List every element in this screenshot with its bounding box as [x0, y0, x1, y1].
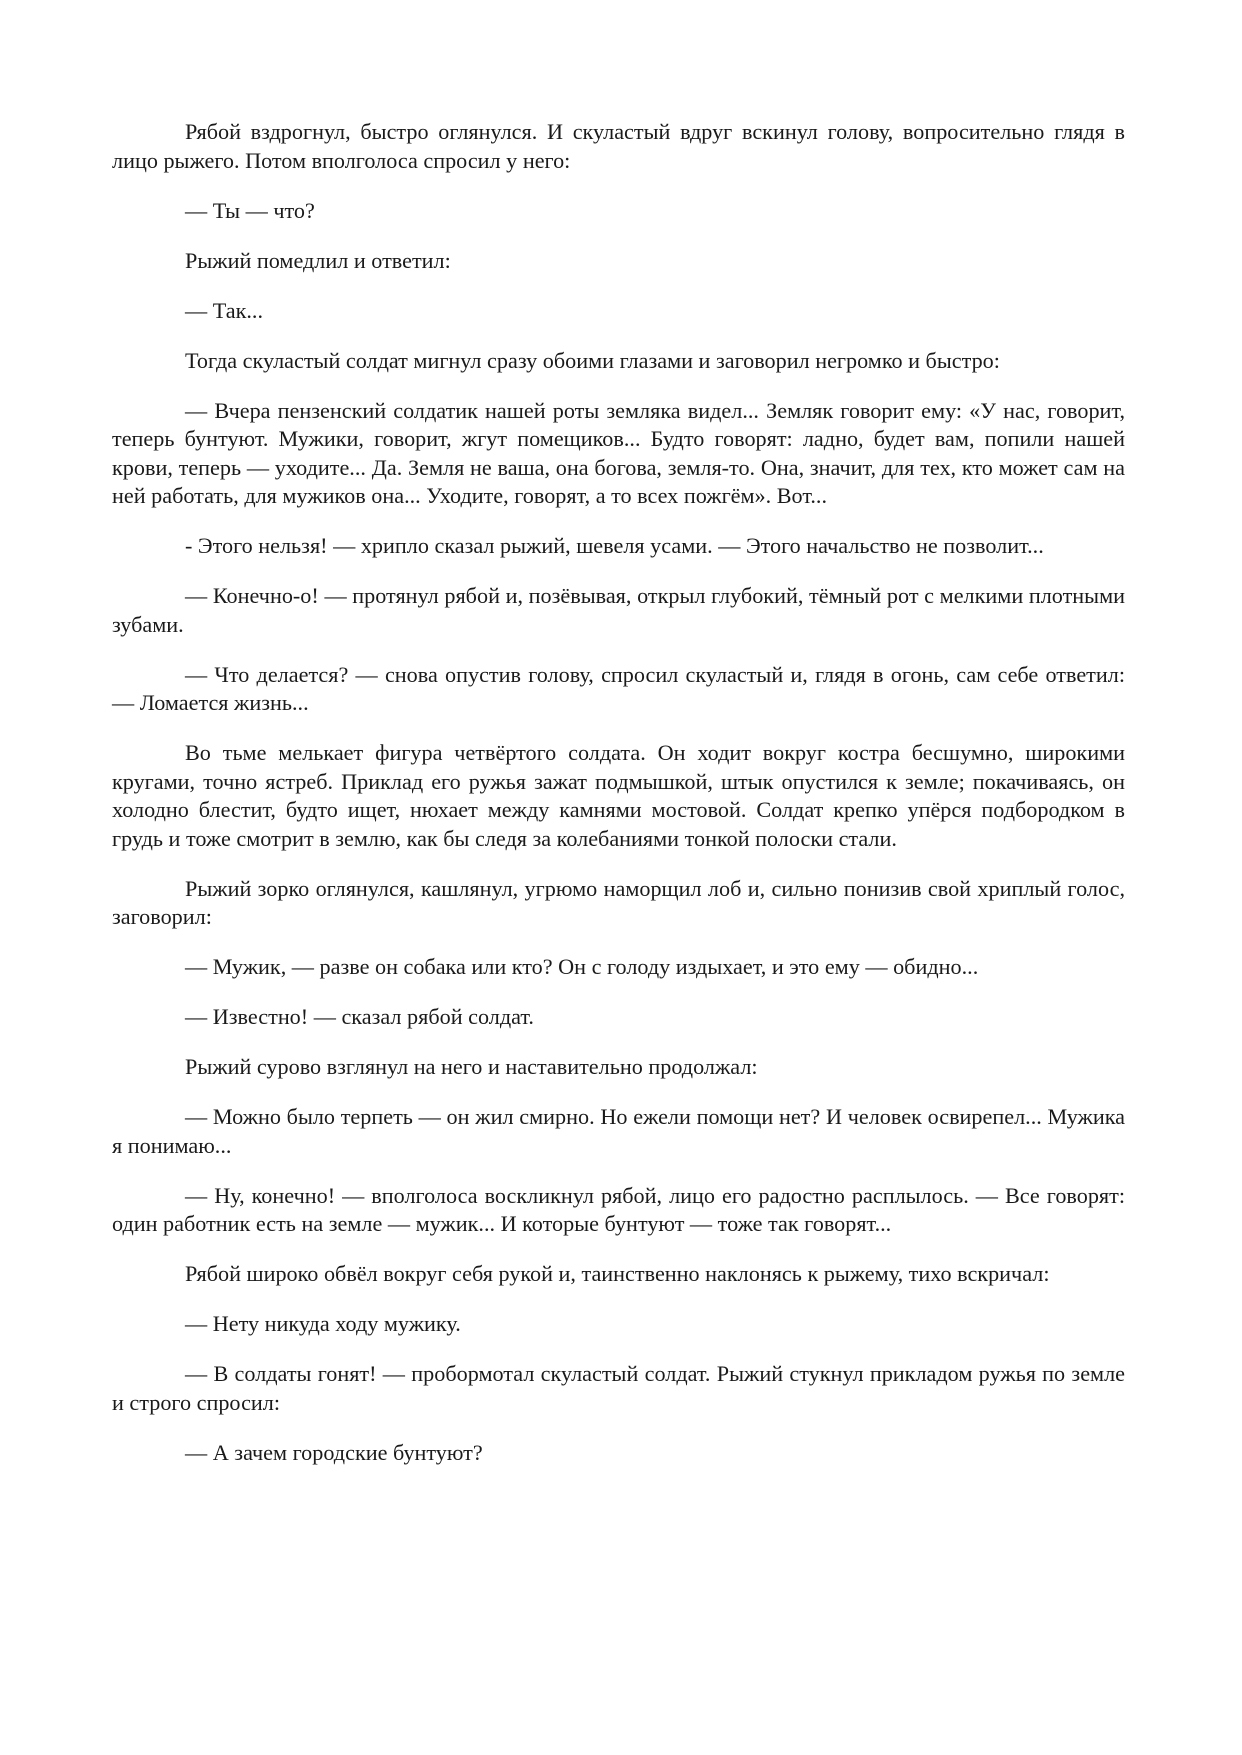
paragraph: — Так... — [185, 297, 264, 323]
paragraph: — Нету никуда ходу мужику. — [185, 1311, 461, 1336]
paragraph: Рыжий зорко оглянулся, кашлянул, угрюмо наморщил лоб и, сильно понизив свой хриплый голос, заговорил: — [112, 875, 1125, 929]
text-body — [112, 118, 1125, 1489]
paragraph: Рыжий помедлил и ответил: — [185, 247, 451, 273]
paragraph: - Этого нельзя! — хрипло сказал рыжий, шевеля усами. — Этого начальство не позволит... — [185, 533, 1044, 558]
paragraph: — В солдаты гонят! — пробормотал скуластый солдат. Рыжий стукнул прикладом ружья по земле и строго спросил: — [112, 1361, 1125, 1415]
paragraph: Тогда скуластый солдат мигнул сразу обоими глазами и заговорил негромко и быстро: — [185, 347, 1000, 373]
paragraph: Рыжий сурово взглянул на него и наставительно продолжал: — [185, 1054, 758, 1079]
paragraph: — Что делается? — снова опустив голову, спросил скуластый и, глядя в огонь, сам себе ответил: — Ломается жизнь... — [112, 661, 1125, 715]
paragraph: — Конечно-о! — протянул рябой и, позёвывая, открыл глубокий, тёмный рот с мелкими плотными зубами. — [112, 583, 1125, 637]
paragraph: — Известно! — сказал рябой солдат. — [185, 1004, 534, 1029]
paragraph: — А зачем городские бунтуют? — [185, 1439, 483, 1465]
paragraph: Рябой вздрогнул, быстро оглянулся. И скуластый вдруг вскинул голову, вопросительно глядя в лицо рыжего. Потом вполголоса спросил у него: — [112, 119, 1125, 173]
paragraph: — Можно было терпеть — он жил смирно. Но ежели помощи нет? И человек освирепел... Мужика я понимаю... — [112, 1104, 1125, 1158]
paragraph: Во тьме мелькает фигура четвёртого солдата. Он ходит вокруг костра бесшумно, широкими кругами, точно ястреб. Приклад его ружья зажат подмышкой, штык опустился к земле; покачиваясь, он холодно блестит, будто ищет, нюхает между камнями мостовой. Солдат крепко упёрся подбородком в грудь и тоже смотрит в землю, как бы следя за колебаниями тонкой полоски стали. — [112, 740, 1125, 851]
paragraph: — Ну, конечно! — вполголоса воскликнул рябой, лицо его радостно расплылось. — Все говорят: один работник есть на земле — мужик... И которые бунтуют — тоже так говорят... — [112, 1182, 1125, 1236]
paragraph: Рябой широко обвёл вокруг себя рукой и, таинственно наклонясь к рыжему, тихо вскричал: — [185, 1261, 1050, 1286]
paragraph: — Мужик, — разве он собака или кто? Он с голоду издыхает, и это ему — обидно... — [185, 954, 979, 979]
paragraph: — Ты — что? — [185, 197, 315, 223]
paragraph: — Вчера пензенский солдатик нашей роты земляка видел... Земляк говорит ему: «У нас, говорит, теперь бунтуют. Мужики, говорит, жгут помещиков... Будто говорят: ладно, будет вам, попили нашей крови, теперь — уходите... Да. Земля не ваша, она богова, земля-то. Она, значит, для тех, кто может сам на ней работать, для мужиков она... Уходите, говорят, а то всех пожгём». Вот... — [112, 397, 1125, 508]
